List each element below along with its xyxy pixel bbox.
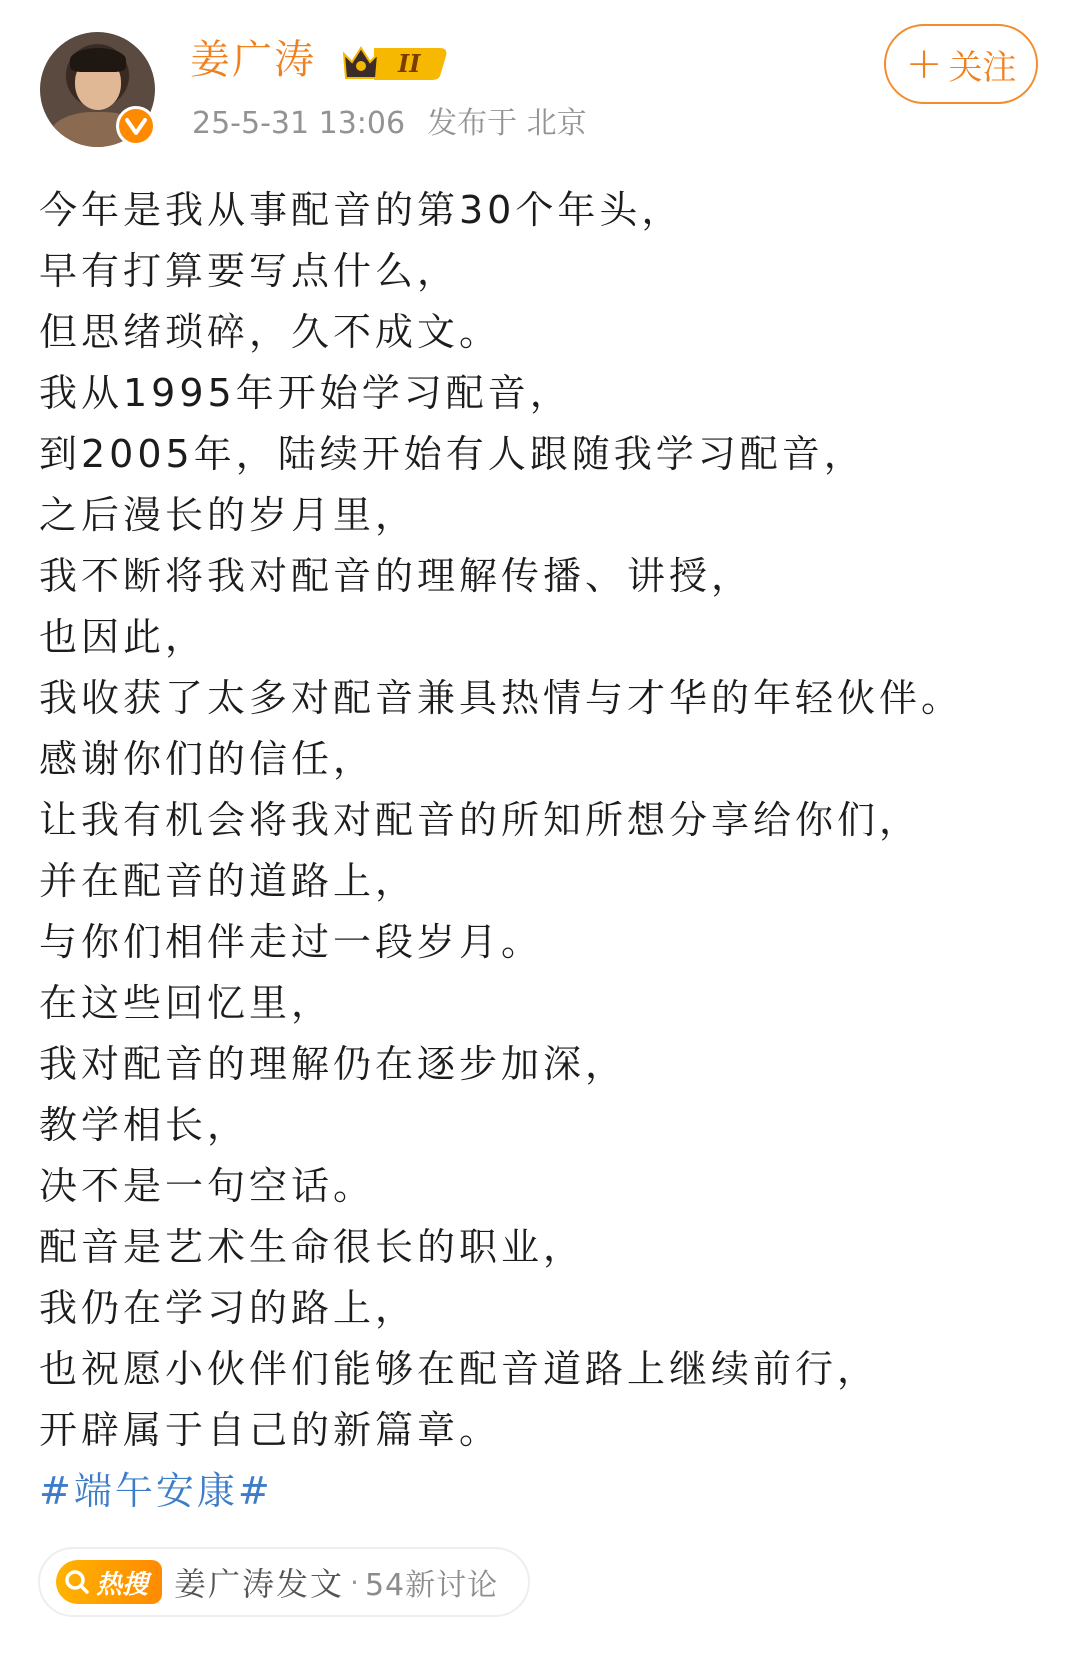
post-line: 我仍在学习的路上，: [39, 1286, 418, 1330]
follow-button[interactable]: [884, 24, 1038, 104]
post-line: 但思绪琐碎，久不成文。: [39, 310, 502, 354]
hot-search-count: 54新讨论: [364, 1568, 499, 1603]
post-line: 决不是一句空话。: [39, 1164, 376, 1208]
post-line: 配音是艺术生命很长的职业，: [39, 1225, 586, 1269]
post-timestamp: 25-5-31 13:06: [192, 106, 406, 141]
post-location: 发布于 北京: [427, 106, 587, 141]
post-line: 感谢你们的信任，: [39, 737, 376, 781]
post-line: 与你们相伴走过一段岁月。: [39, 920, 544, 964]
post-header: [0, 0, 1080, 160]
post-line: 让我有机会将我对配音的所知所想分享给你们，: [39, 798, 922, 842]
post-line: 开辟属于自己的新篇章。: [39, 1408, 502, 1452]
post-line: 教学相长，: [39, 1103, 250, 1147]
hot-search-chip[interactable]: [38, 1547, 530, 1617]
post-line: 早有打算要写点什么，: [39, 249, 460, 293]
post-line: 在这些回忆里，: [39, 981, 334, 1025]
post-line: 我收获了太多对配音兼具热情与才华的年轻伙伴。: [39, 676, 964, 720]
hot-search-separator: ·: [350, 1565, 359, 1599]
post-line: 今年是我从事配音的第30个年头，: [39, 188, 684, 232]
post-line: 也因此，: [39, 615, 208, 659]
avatar-hair: [70, 48, 126, 72]
hashtag-link[interactable]: #端午安康#: [39, 1469, 273, 1513]
hot-search-title: 姜广涛发文: [174, 1565, 345, 1603]
post-line: 也祝愿小伙伴们能够在配音道路上继续前行，: [39, 1347, 880, 1391]
follow-label: 关注: [948, 47, 1017, 88]
author-name[interactable]: 姜广涛: [190, 37, 316, 83]
post-line: 我不断将我对配音的理解传播、讲授，: [39, 554, 754, 598]
hot-search-tag-label: 热搜: [96, 1569, 149, 1600]
search-icon: [62, 1567, 92, 1597]
verified-icon: [116, 106, 156, 146]
post-line: 我从1995年开始学习配音，: [39, 371, 572, 415]
post-meta: [192, 104, 587, 144]
level-crown-icon: [340, 40, 450, 84]
post-line: 我对配音的理解仍在逐步加深，: [39, 1042, 628, 1086]
plus-icon: +: [905, 38, 943, 89]
post-line: 并在配音的道路上，: [39, 859, 418, 903]
level-text: II: [398, 49, 421, 78]
post-line: 到2005年，陆续开始有人跟随我学习配音，: [39, 432, 866, 476]
hot-search-tag: [56, 1560, 162, 1604]
post-content: [39, 180, 1049, 1522]
post-line: 之后漫长的岁月里，: [39, 493, 418, 537]
